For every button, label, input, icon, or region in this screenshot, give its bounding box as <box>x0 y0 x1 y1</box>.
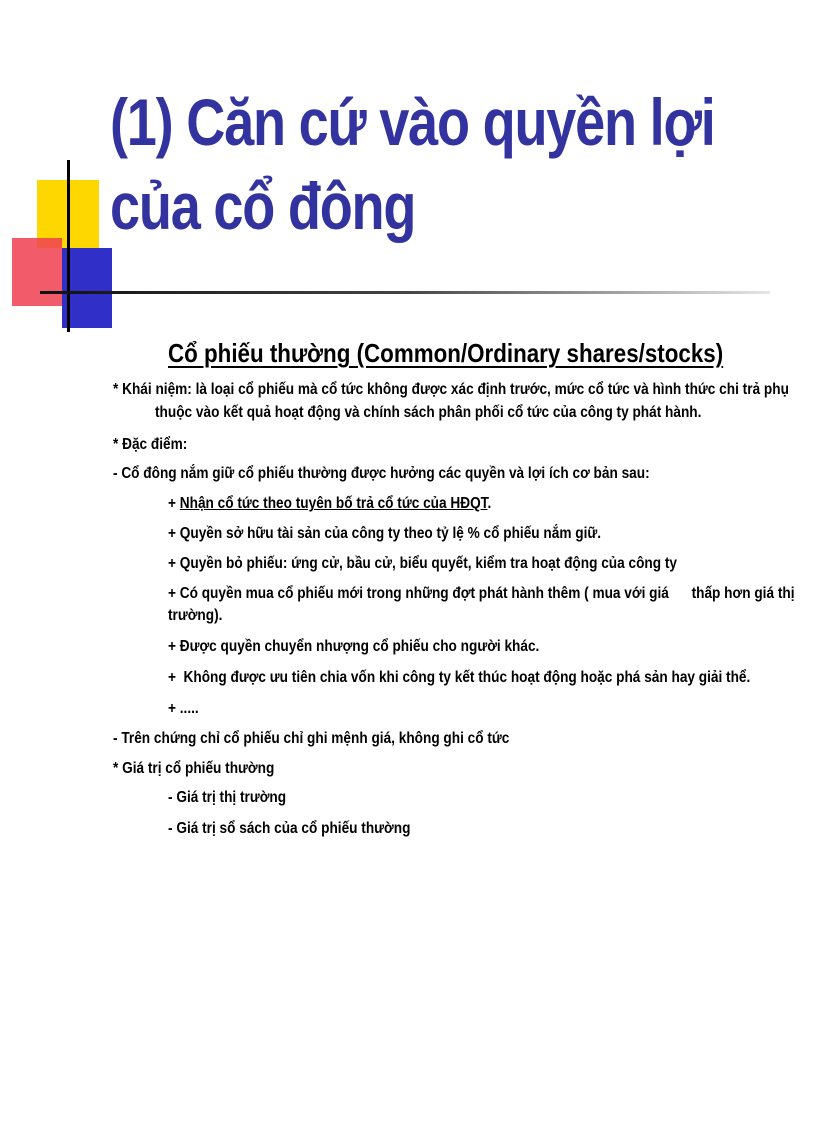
features-heading: * Đặc điểm: <box>113 436 188 453</box>
value-item-2: - Giá trị sổ sách của cổ phiếu thường <box>168 820 411 837</box>
right-item-1-suffix: . <box>487 495 492 512</box>
title-divider-line <box>40 291 770 294</box>
value-item-1: - Giá trị thị trường <box>168 789 287 806</box>
right-item-7: + ..... <box>168 700 199 717</box>
right-item-1-text: Nhận cổ tức theo tuyên bố trả cổ tức của HĐQT <box>179 495 488 512</box>
right-item-3: + Quyền bỏ phiếu: ứng cử, bầu cử, biểu quyết, kiểm tra hoạt động của công ty <box>168 555 677 572</box>
concept-line-2: thuộc vào kết quả hoạt động và chính sách phân phối cổ tức của công ty phát hành. <box>155 404 702 421</box>
right-item-4-line-2: trường). <box>168 607 223 624</box>
right-item-5: + Được quyền chuyển nhượng cổ phiếu cho người khác. <box>168 638 540 655</box>
value-heading: * Giá trị cổ phiếu thường <box>113 760 275 777</box>
right-item-6: + Không được ưu tiên chia vốn khi công ty kết thúc hoạt động hoặc phá sản hay giải thể. <box>168 669 751 686</box>
right-item-2: + Quyền sở hữu tài sản của công ty theo tỷ lệ % cổ phiếu nắm giữ. <box>168 525 602 542</box>
slide-title: (1) Căn cứ vào quyền lợi của cổ đông <box>110 85 715 243</box>
rights-intro: - Cổ đông nắm giữ cổ phiếu thường được hưởng các quyền và lợi ích cơ bản sau: <box>113 465 650 482</box>
certificate-note: - Trên chứng chỉ cổ phiếu chỉ ghi mệnh giá, không ghi cổ tức <box>113 730 510 747</box>
right-item-1-prefix: + <box>168 495 180 512</box>
right-item-1 <box>168 495 491 513</box>
section-subtitle: Cổ phiếu thường (Common/Ordinary shares/stocks) <box>168 338 724 368</box>
right-item-4-line-1: + Có quyền mua cổ phiếu mới trong những đợt phát hành thêm ( mua với giá thấp hơn giá thị <box>168 585 795 602</box>
decor-vertical-line <box>67 160 70 332</box>
decor-red-square <box>12 238 62 306</box>
concept-line-1: * Khái niệm: là loại cổ phiếu mà cổ tức không được xác định trước, mức cổ tức và hình thức chi trả phụ <box>113 381 789 398</box>
